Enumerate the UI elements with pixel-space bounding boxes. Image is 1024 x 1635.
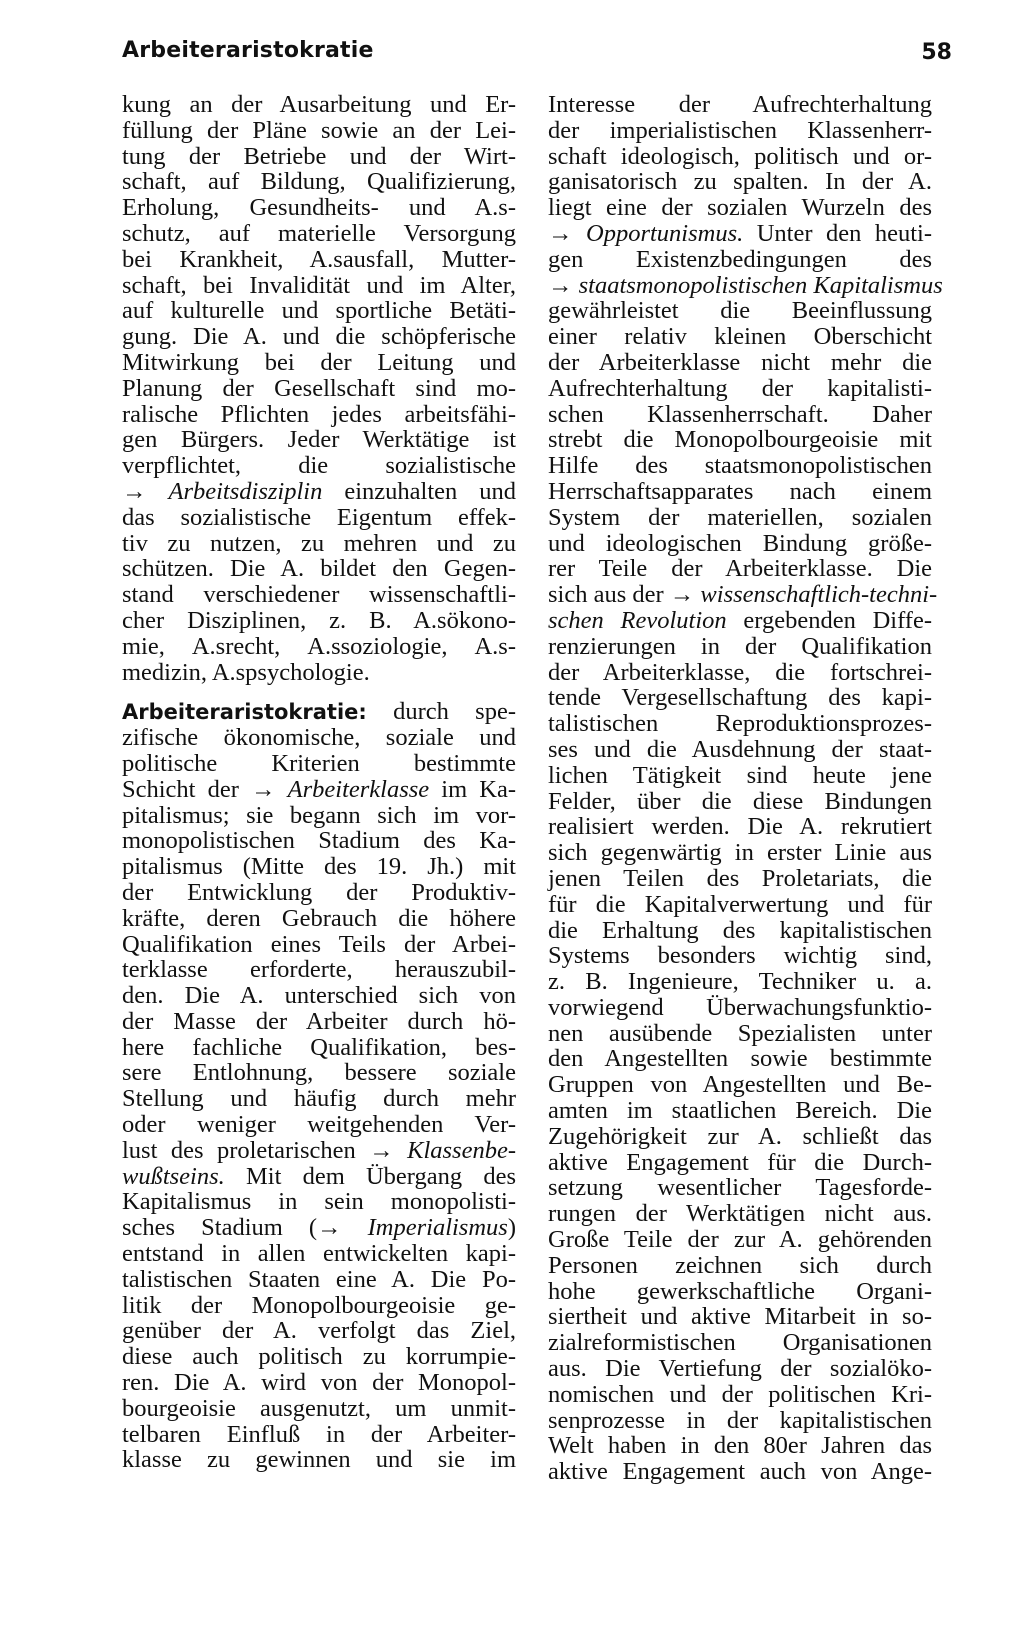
text-run: Große Teile der zur A. gehörenden [548,1226,932,1254]
text-run: rungen der Werktätigen nicht aus. [548,1200,932,1228]
text-run: Schicht der → [122,775,288,803]
text-run: Felder, über die diese Bindungen [548,787,932,815]
text-line [548,402,932,428]
text-run: litik der Monopolbourgeoisie ge- [122,1291,516,1319]
text-line [122,932,516,958]
text-run: → [548,271,579,299]
text-line [548,92,932,118]
text-line [548,169,932,195]
text-run: liegt eine der sozialen Wurzeln des [548,194,932,222]
text-line [122,1035,516,1061]
text-line [122,247,516,273]
text-line [122,479,516,505]
text-run: ralische Pflichten jedes arbeitsfähi- [122,400,516,428]
text-run: der Entwicklung der Produktiv- [122,878,516,906]
text-run: tende Vergesellschaftung des kapi- [548,684,932,712]
cross-reference: staatsmonopolistischen Kapitalismus [578,271,943,299]
cross-reference: Opportunismus. [586,219,744,247]
text-run: Planung der Gesellschaft sind mo- [122,374,516,402]
text-line [122,880,516,906]
text-line [548,271,943,299]
text-run: der Masse der Arbeiter durch hö- [122,1007,516,1035]
text-run: schaft ideologisch, politisch und or- [548,142,932,170]
text-run: das sozialistische Eigentum effek- [122,503,516,531]
text-run: Welt haben in den 80er Jahren das [548,1432,932,1460]
text-line [122,221,516,247]
text-run: im Ka- [429,775,516,803]
text-run: entstand in allen entwickelten kapi- [122,1240,516,1268]
text-line [548,1382,932,1408]
text-run: telbaren Einfluß in der Arbeiter- [122,1420,516,1448]
text-line [122,582,516,608]
text-run: zialreformistischen Organisationen [548,1329,932,1357]
text-run: z. B. Ingenieure, Techniker u. a. [548,968,932,996]
cross-reference: Klassenbe- [407,1136,516,1164]
text-run: schaft, bei Invalidität und im Alter, [122,271,516,299]
text-line [548,531,932,557]
text-run: schen Klassenherrschaft. Daher [548,400,932,428]
text-run: nen ausübende Spezialisten unter [548,1019,932,1047]
text-run: senprozesse in der kapitalistischen [548,1406,932,1434]
text-line [548,1304,932,1330]
text-run: pitalismus (Mitte des 19. Jh.) mit [122,853,516,881]
text-run: gen Bürgers. Jeder Werktätige ist [122,426,516,454]
text-column-left [122,92,516,1473]
text-line [548,1433,932,1459]
text-line [122,505,516,531]
text-line [122,118,516,144]
cross-reference: Arbeitsdisziplin [168,477,323,505]
text-line [548,1072,932,1098]
text-line [548,660,932,686]
text-line [122,777,516,803]
text-line [548,195,932,221]
text-line [548,711,932,737]
text-run: Interesse der Aufrechterhaltung [548,91,932,118]
text-run: den Angestellten sowie bestimmte [548,1045,932,1073]
text-line [548,118,932,144]
text-run: Stellung und häufig durch mehr [122,1085,516,1113]
text-line [548,556,932,582]
text-line [122,803,516,829]
text-line [122,1318,516,1344]
text-line [548,634,932,660]
text-line [122,556,516,582]
text-run: hohe gewerkschaftliche Organi- [548,1277,932,1305]
cross-reference: Arbeiterklasse [287,775,430,803]
text-line [548,1098,932,1124]
text-line [548,1175,932,1201]
text-run: strebt die Monopolbourgeoisie mit [548,426,932,454]
text-run: System der materiellen, sozialen [548,503,932,531]
text-run: politische Kriterien bestimmte [122,749,516,777]
text-run: Mitwirkung bei der Leitung und [122,348,516,376]
text-line [548,737,932,763]
text-run: Zugehörigkeit zur A. schließt das [548,1122,932,1150]
text-run: mie, A.srecht, A.ssoziologie, A.s- [122,632,516,660]
entry-headword: Arbeiteraristokratie: [122,700,367,725]
text-line [122,531,516,557]
text-run: der Arbeiterklasse nicht mehr die [548,348,932,376]
running-head: Arbeiteraristokratie [122,38,374,63]
text-run: gewährleistet die Beeinflussung [548,297,932,325]
text-line [548,1279,932,1305]
text-line [122,273,516,299]
text-line [122,1370,516,1396]
text-run: Mit dem Übergang des [224,1162,516,1190]
text-line [548,866,932,892]
text-line [548,1124,932,1150]
cross-reference: schen Revolution [548,606,727,634]
text-run: sches Stadium (→ [122,1214,368,1242]
text-line [548,943,932,969]
text-run: der Arbeiterklasse, die fortschrei- [548,658,932,686]
text-run: einer relativ kleinen Oberschicht [548,323,932,351]
text-line [548,1330,932,1356]
text-line [122,350,516,376]
text-line [122,169,516,195]
text-line [122,957,516,983]
text-line [548,1408,932,1434]
text-line [122,1293,516,1319]
text-run: renzierungen in der Qualifikation [548,632,932,660]
text-column-right [548,91,943,1486]
text-line [548,918,932,944]
text-run: Hilfe des staatsmonopolistischen [548,452,932,480]
text-line [122,1422,516,1448]
text-run: vorwiegend Überwachungsfunktio- [548,993,932,1021]
text-run: Personen zeichnen sich durch [548,1251,932,1279]
text-run: ren. Die A. wird von der Monopol- [122,1369,516,1397]
text-run: für die Kapitalverwertung und für [548,890,932,918]
text-run: bei Krankheit, A.sausfall, Mutter- [122,245,516,273]
text-run: pitalismus; sie begann sich im vor- [122,801,516,829]
text-run: ergebenden Diffe- [726,606,932,634]
text-line [122,983,516,1009]
text-run: here fachliche Qualifikation, bes- [122,1033,516,1061]
text-line [122,1447,516,1473]
text-run: amten im staatlichen Bereich. Die [548,1097,932,1125]
text-run: aktive Engagement für die Durch- [548,1148,932,1176]
text-run: durch spe- [366,698,516,726]
text-line [548,1459,932,1485]
text-run: ) [507,1214,516,1242]
cross-reference: wußtseins. [122,1162,225,1190]
text-line [548,505,932,531]
text-run: nomischen und der politischen Kri- [548,1380,932,1408]
text-line [548,995,932,1021]
text-line [548,814,932,840]
text-line [548,427,932,453]
text-line [548,1201,932,1227]
text-line [122,376,516,402]
text-line [122,1138,516,1164]
text-line [122,660,516,686]
text-run: verpflichtet, die sozialistische [122,452,516,480]
text-run: Herrschaftsapparates nach einem [548,477,932,505]
text-run: talistischen Reproduktionsprozes- [548,710,932,738]
text-run: kräfte, deren Gebrauch die höhere [122,904,516,932]
text-line [548,453,932,479]
text-line [122,828,516,854]
text-line [548,350,932,376]
text-line [548,376,932,402]
text-run: oder weniger weitgehenden Ver- [122,1111,516,1139]
cross-reference: wissenschaftlich-techni- [700,581,938,609]
text-run: gung. Die A. und die schöpferische [122,323,516,351]
text-line [548,840,932,866]
text-run: siertheit und aktive Mitarbeit in so- [548,1303,932,1331]
text-run: terklasse erforderte, herauszubil- [122,956,516,984]
text-run: auf kulturelle und sportliche Betäti- [122,297,516,325]
text-line [548,1253,932,1279]
text-run: jenen Teilen des Proletariats, die [548,864,932,892]
text-run: gen Existenzbedingungen des [548,245,932,273]
text-line [122,298,516,324]
text-line [548,581,938,609]
text-line [548,221,932,247]
text-run: der imperialistischen Klassenherr- [548,116,932,144]
text-run: schaft, auf Bildung, Qualifizierung, [122,168,516,196]
text-run: klasse zu gewinnen und sie im [122,1446,516,1474]
text-run: rer Teile der Arbeiterklasse. Die [548,555,932,583]
text-line [122,1215,516,1241]
text-line [548,892,932,918]
text-run: aktive Engagement auch von Ange- [548,1458,932,1486]
text-run: realisiert werden. Die A. rekrutiert [548,813,932,841]
text-line [122,1060,516,1086]
page-number: 58 [921,40,952,65]
text-line [548,1021,932,1047]
text-run: füllung der Pläne sowie an der Lei- [122,116,516,144]
text-line [122,1241,516,1267]
text-run: einzuhalten und [322,477,516,505]
text-line [548,324,932,350]
text-line [122,1112,516,1138]
text-run: Gruppen von Angestellten und Be- [548,1071,932,1099]
text-run: schützen. Die A. bildet den Gegen- [122,555,516,583]
text-run: sere Entlohnung, bessere soziale [122,1059,516,1087]
text-run: zifische ökonomische, soziale und [122,724,516,752]
text-line [122,634,516,660]
text-line [122,453,516,479]
text-line [122,751,516,777]
text-line [548,763,932,789]
text-line [122,608,516,634]
text-line [122,1086,516,1112]
text-run: monopolistischen Stadium des Ka- [122,827,516,855]
text-line [548,969,932,995]
cross-reference: Imperialismus [367,1214,508,1242]
text-line [122,1164,516,1190]
text-run: setzung wesentlicher Tagesforde- [548,1174,932,1202]
text-run: medizin, A.spsychologie. [122,658,370,686]
text-line [548,479,932,505]
text-run: ganisatorisch zu spalten. In der A. [548,168,932,196]
text-run: Kapitalismus in sein monopolisti- [122,1188,516,1216]
text-line [122,92,516,118]
text-line [548,685,932,711]
text-run: talistischen Staaten eine A. Die Po- [122,1265,516,1293]
text-line [548,1046,932,1072]
text-line [548,144,932,170]
text-line [548,1356,932,1382]
text-run: lust des proletarischen → [122,1136,408,1164]
text-run: Systems besonders wichtig sind, [548,942,932,970]
text-line [122,699,516,725]
text-line [548,1227,932,1253]
text-run: tung der Betriebe und der Wirt- [122,142,516,170]
text-line [122,1344,516,1370]
text-run: diese auch politisch zu korrumpie- [122,1343,516,1371]
text-run: lichen Tätigkeit sind heute jene [548,761,932,789]
text-line [122,906,516,932]
text-line [122,1189,516,1215]
text-run: sich gegenwärtig in erster Linie aus [548,839,932,867]
text-run: den. Die A. unterschied sich von [122,982,516,1010]
text-line [122,144,516,170]
text-run: genüber der A. verfolgt das Ziel, [122,1317,516,1345]
text-run: Aufrechterhaltung der kapitalisti- [548,374,932,402]
text-run: und ideologischen Bindung größe- [548,529,932,557]
text-line [548,608,932,634]
text-line [548,247,932,273]
text-run: tiv zu nutzen, zu mehren und zu [122,529,516,557]
text-line [548,298,932,324]
text-run: Unter den heuti- [743,219,933,247]
text-run: → [548,219,586,247]
text-line [122,1009,516,1035]
text-line [122,427,516,453]
text-run: die Erhaltung des kapitalistischen [548,916,932,944]
text-line [122,402,516,428]
text-line [122,854,516,880]
text-run: schutz, auf materielle Versorgung [122,219,516,247]
text-line [122,725,516,751]
text-run: stand verschiedener wissenschaftli- [122,581,516,609]
text-run: sich aus der → [548,581,701,609]
text-run: aus. Die Vertiefung der sozialöko- [548,1355,932,1383]
text-run: cher Disziplinen, z. B. A.sökono- [122,606,516,634]
text-line [122,1396,516,1422]
text-run: bourgeoisie ausgenutzt, um unmit- [122,1394,516,1422]
text-line [122,324,516,350]
text-run: Erholung, Gesundheits- und A.s- [122,194,516,222]
text-line [122,1267,516,1293]
text-line [122,195,516,221]
text-run: Qualifikation eines Teils der Arbei- [122,930,516,958]
text-run: kung an der Ausarbeitung und Er- [122,91,516,118]
text-run: → [122,477,169,505]
text-line [548,789,932,815]
text-line [548,1150,932,1176]
text-run: ses und die Ausdehnung der staat- [548,735,932,763]
